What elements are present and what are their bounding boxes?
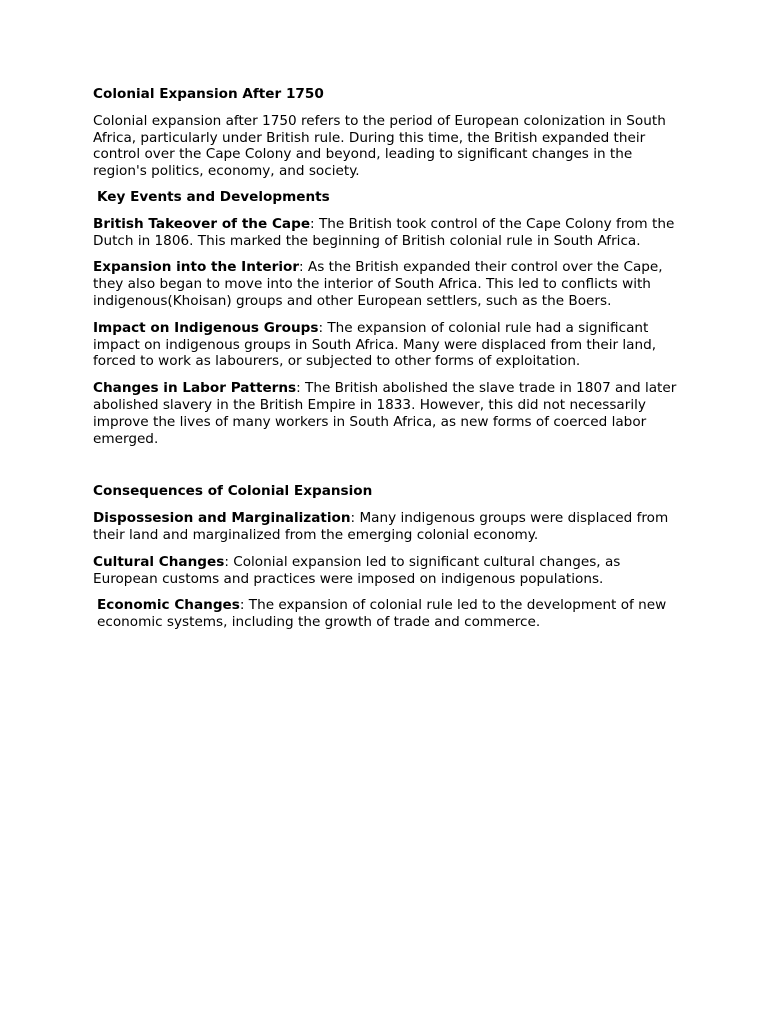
- document-page: [93, 86, 683, 641]
- consequence-paragraph: [93, 597, 683, 631]
- key-event-text: : The British abolished the slave trade in 1807 and later abolished slavery in the British Empire in 1833. However, this did not necessarily improve the lives of many workers in South Africa, as new forms of coerced labor emerged.: [93, 380, 677, 447]
- key-event-text: : The expansion of colonial rule had a significant impact on indigenous groups in South Africa. Many were displaced from their land, forced to work as labourers, or subjected to other forms of exploitation.: [93, 319, 657, 370]
- key-event-paragraph: [93, 320, 683, 370]
- key-event-term: British Takeover of the Cape: [93, 215, 311, 232]
- consequences-heading: Consequences of Colonial Expansion: [93, 483, 373, 500]
- consequence-paragraph: [93, 554, 683, 588]
- key-event-term: Changes in Labor Patterns: [93, 380, 297, 397]
- consequence-term: Economic Changes: [97, 597, 240, 614]
- key-event-paragraph: [93, 216, 683, 250]
- key-events-heading: Key Events and Developments: [97, 188, 330, 205]
- consequence-paragraph: [93, 510, 683, 544]
- section-spacer: [93, 457, 683, 483]
- consequence-term: Dispossesion and Marginalization: [93, 510, 351, 527]
- consequence-text: : Colonial expansion led to significant cultural changes, as European customs and practices were imposed on indigenous populations.: [93, 553, 621, 587]
- key-event-text: : The British took control of the Cape Colony from the Dutch in 1806. This marked the beginning of British colonial rule in South Africa.: [93, 215, 675, 249]
- consequence-text: : The expansion of colonial rule led to the development of new economic systems, including the growth of trade and commerce.: [97, 597, 667, 631]
- document-title: Colonial Expansion After 1750: [93, 86, 324, 102]
- consequence-term: Cultural Changes: [93, 553, 225, 570]
- key-event-paragraph: [93, 380, 683, 447]
- intro-paragraph: Colonial expansion after 1750 refers to the period of European colonization in South Africa, particularly under British rule. During this time, the British expanded their control over the Cape Colony and beyond, leading to significant changes in the region's politics, economy, and society.: [93, 112, 666, 180]
- key-event-text: : As the British expanded their control over the Cape, they also began to move into the interior of South Africa. This led to conflicts with indigenous(Khoisan) groups and other European settlers, such as the Boers.: [93, 259, 663, 309]
- consequence-text: : Many indigenous groups were displaced from their land and marginalized from the emerging colonial economy.: [93, 510, 669, 543]
- key-event-term: Impact on Indigenous Groups: [93, 319, 319, 336]
- key-event-paragraph: [93, 259, 683, 309]
- key-event-term: Expansion into the Interior: [93, 259, 300, 276]
